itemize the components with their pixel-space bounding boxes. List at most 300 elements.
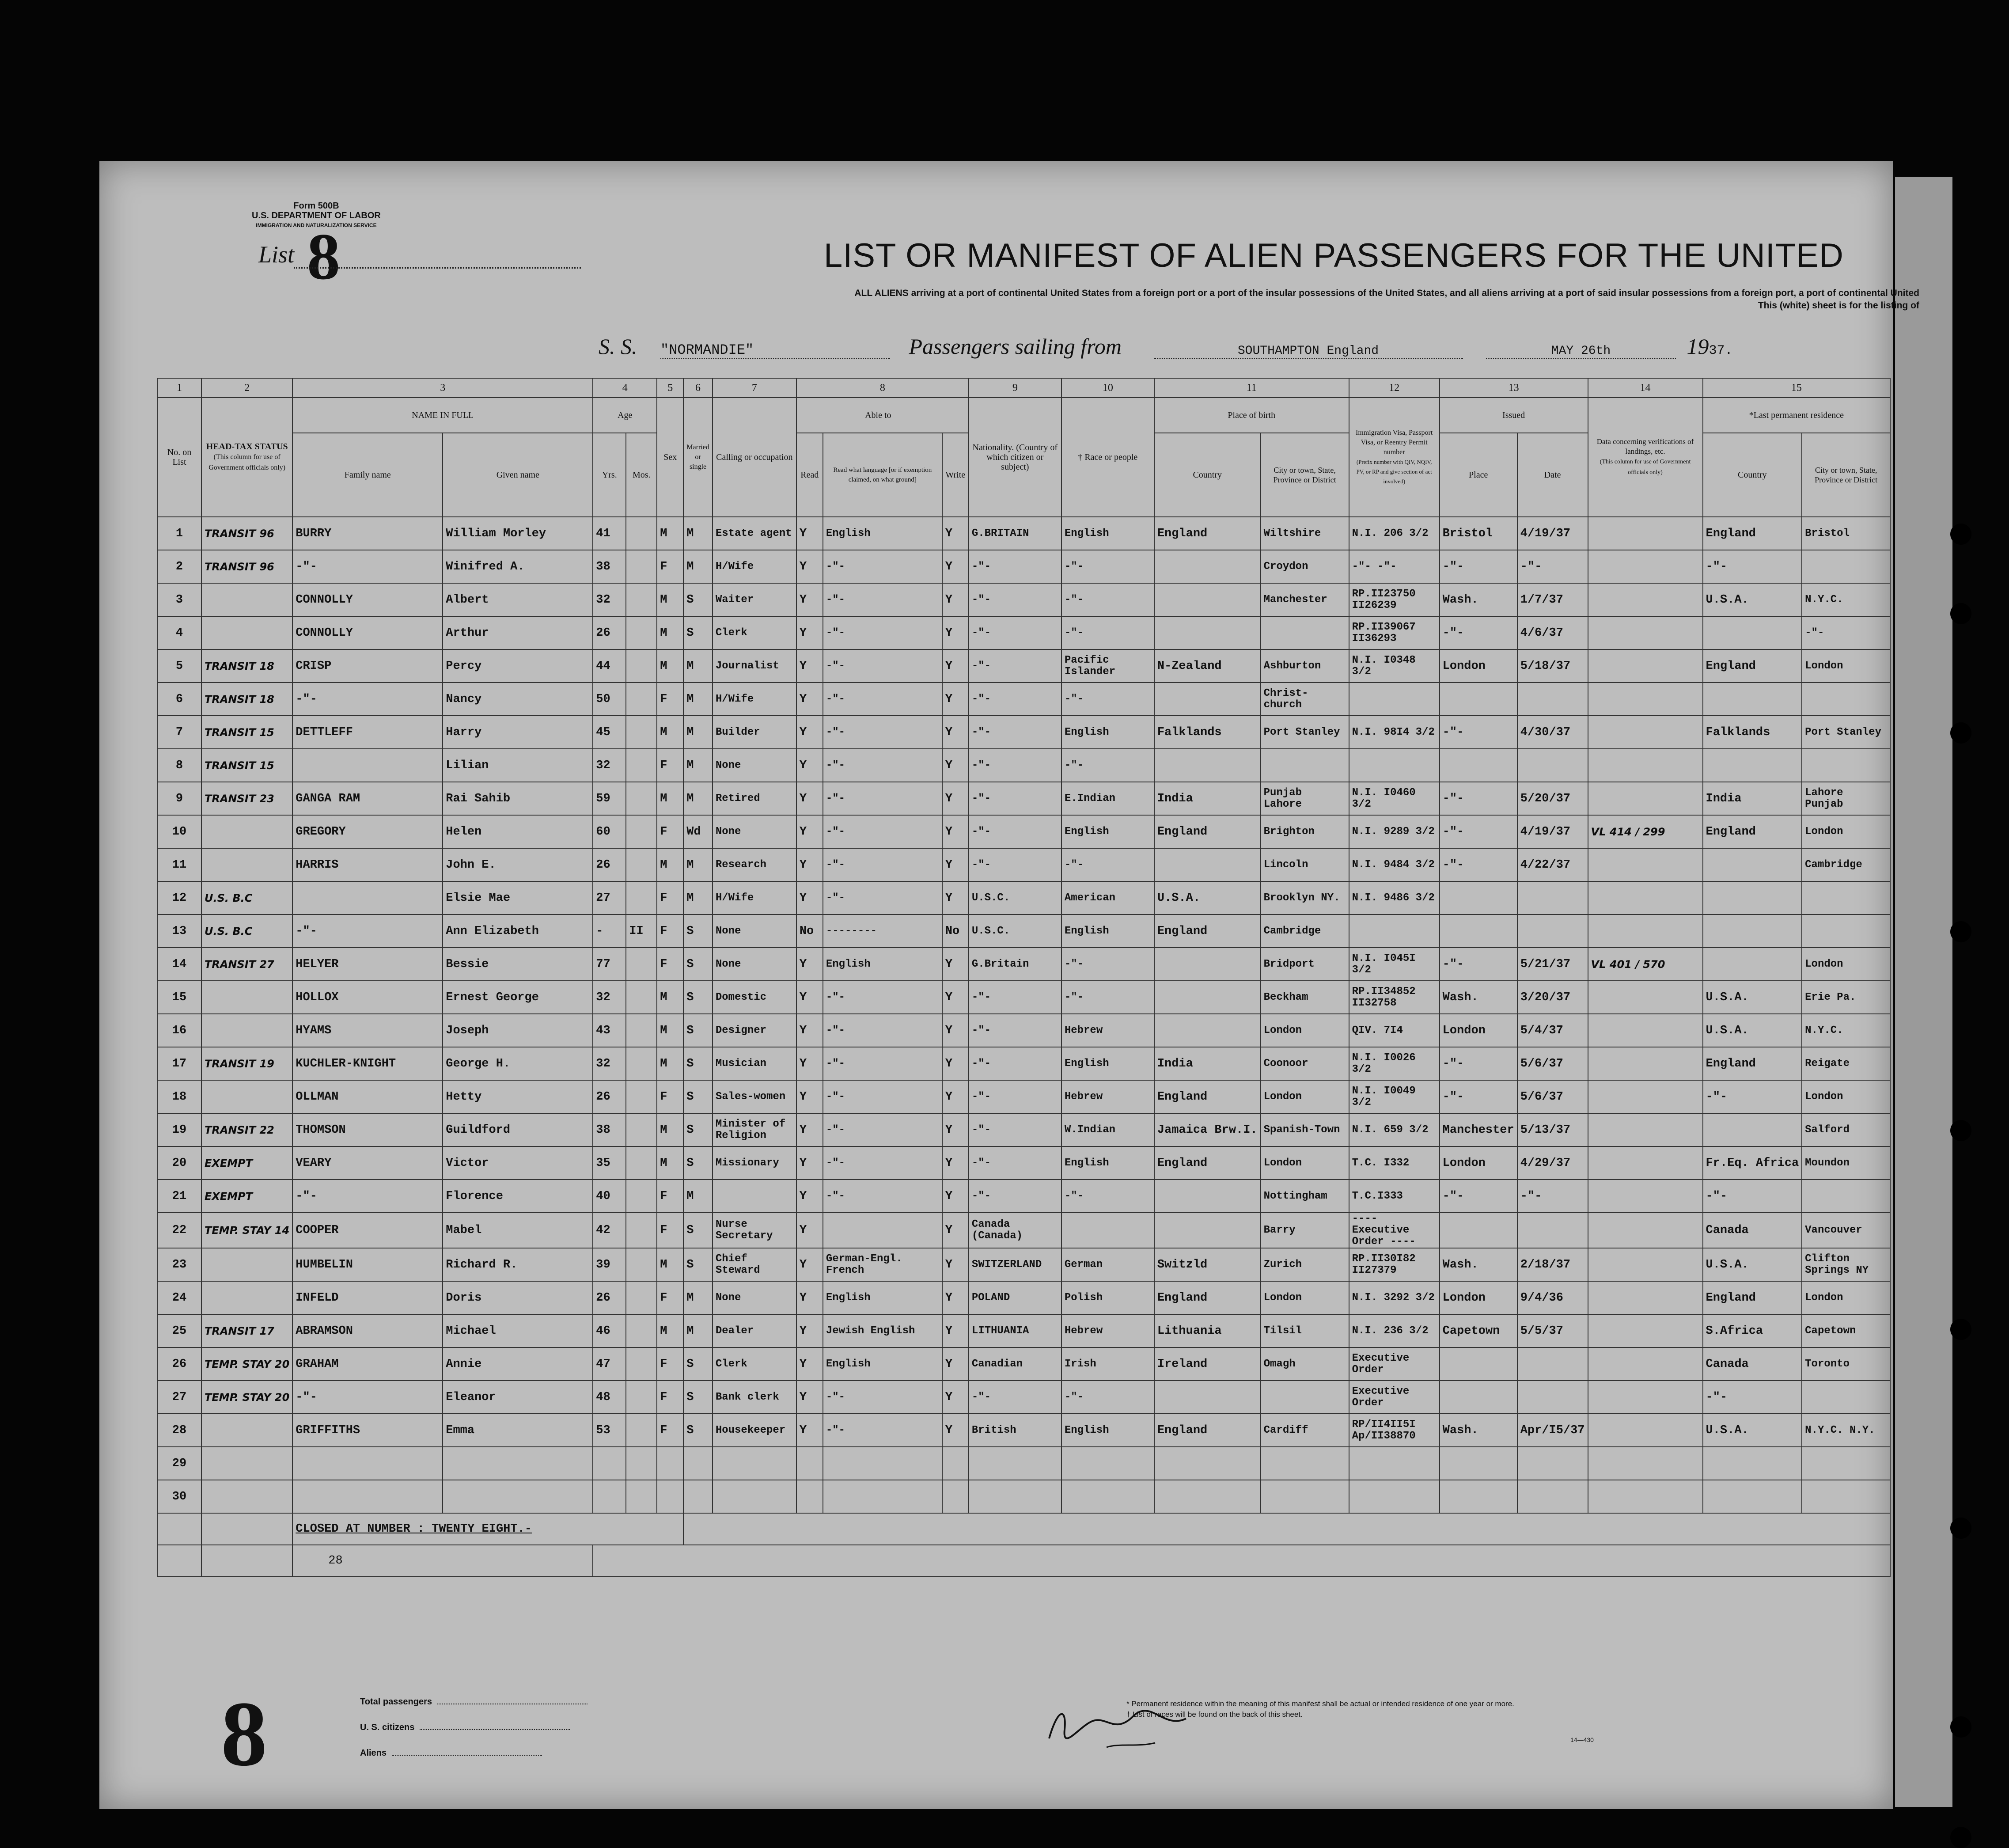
cell-race: German [1061, 1248, 1154, 1281]
cell-residence-city: N.Y.C. [1802, 1014, 1890, 1047]
cell-sex: F [657, 1080, 683, 1113]
table-row [157, 1080, 1890, 1113]
cell-landing-data [1588, 616, 1703, 649]
cell-landing-data [1588, 583, 1703, 616]
cell-visa-number [1349, 749, 1440, 782]
year-suffix: 37. [1709, 343, 1733, 358]
cell-landing-data: VL 414 / 299 [1588, 815, 1703, 848]
cell-can-write: Y [942, 1146, 969, 1180]
cell-residence-city: London [1802, 649, 1890, 683]
cell-read-language: -"- [823, 881, 942, 915]
colnum: 4 [593, 378, 657, 398]
cell-head-tax-status [201, 1248, 292, 1281]
cell-residence-city [1802, 683, 1890, 716]
cell-can-write: Y [942, 1281, 969, 1314]
cell-residence-country: England [1703, 1281, 1802, 1314]
cell-can-read: Y [796, 782, 823, 815]
cell-given-name [443, 1447, 593, 1480]
cell-head-tax-status [201, 981, 292, 1014]
cell-read-language: -------- [823, 915, 942, 948]
cell-race: Irish [1061, 1347, 1154, 1381]
closed-count-row [157, 1545, 1890, 1577]
cell-occupation: Dealer [713, 1314, 796, 1347]
cell-occupation: Clerk [713, 1347, 796, 1381]
cell-nationality: -"- [969, 782, 1061, 815]
cell-given-name: Bessie [443, 948, 593, 981]
cell-race: W.Indian [1061, 1113, 1154, 1146]
cell-landing-data [1588, 1281, 1703, 1314]
cell-family-name: CONNOLLY [292, 616, 443, 649]
cell-race: -"- [1061, 948, 1154, 981]
cell-residence-country: England [1703, 1047, 1802, 1080]
cell-birth-city [1261, 1447, 1349, 1480]
aliens-label: Aliens [360, 1748, 387, 1758]
cell-head-tax-status: TRANSIT 19 [201, 1047, 292, 1080]
cell-given-name: Rai Sahib [443, 782, 593, 815]
cell-can-write [942, 1447, 969, 1480]
cell-age-years: 32 [593, 981, 626, 1014]
cell-family-name: GRAHAM [292, 1347, 443, 1381]
closed-note: CLOSED AT NUMBER : TWENTY EIGHT.- [292, 1513, 683, 1545]
cell-occupation [713, 1180, 796, 1213]
cell-residence-city: Erie Pa. [1802, 981, 1890, 1014]
cell-birth-country: Switzld [1154, 1248, 1261, 1281]
cell-row-number: 14 [157, 948, 201, 981]
table-row [157, 881, 1890, 915]
cell-birth-city: Nottingham [1261, 1180, 1349, 1213]
cell-row-number: 5 [157, 649, 201, 683]
cell-age-months [626, 583, 657, 616]
colnum: 8 [796, 378, 969, 398]
cell-head-tax-status [201, 616, 292, 649]
cell-issued-date: 5/5/37 [1517, 1314, 1588, 1347]
cell-residence-city: Moundon [1802, 1146, 1890, 1180]
cell-nationality: -"- [969, 616, 1061, 649]
cell-sex: F [657, 1381, 683, 1414]
cell-head-tax-status [201, 1480, 292, 1513]
cell-can-write: Y [942, 981, 969, 1014]
cell-marital-status: S [683, 1080, 713, 1113]
cell-race: -"- [1061, 1180, 1154, 1213]
cell-residence-city [1802, 915, 1890, 948]
cell-sex: F [657, 1347, 683, 1381]
cell-marital-status: S [683, 1248, 713, 1281]
subtitle-line-1: ALL ALIENS arriving at a port of continental United States from a foreign port or a port of the insular possessions of the United States, and all aliens arriving at a port of said insular possessions from a foreign port, a port of continental United [854, 288, 1919, 298]
cell-given-name: Emma [443, 1414, 593, 1447]
punch-hole [1950, 921, 1971, 942]
cell-can-write: Y [942, 815, 969, 848]
cell-row-number: 10 [157, 815, 201, 848]
cell-can-read: Y [796, 848, 823, 881]
cell-can-write: Y [942, 649, 969, 683]
cell-residence-city: Capetown [1802, 1314, 1890, 1347]
cell-issued-date: 2/18/37 [1517, 1248, 1588, 1281]
cell-marital-status: S [683, 1414, 713, 1447]
colnum: 13 [1440, 378, 1588, 398]
cell-birth-country: England [1154, 1146, 1261, 1180]
cell-nationality: Canadian [969, 1347, 1061, 1381]
table-row [157, 1347, 1890, 1381]
cell-issued-place: Wash. [1440, 1248, 1517, 1281]
cell-birth-city: Brooklyn NY. [1261, 881, 1349, 915]
cell-sex: M [657, 981, 683, 1014]
cell-issued-place [1440, 1447, 1517, 1480]
cell-marital-status: S [683, 1381, 713, 1414]
header-given-name: Given name [443, 433, 593, 517]
cell-row-number: 7 [157, 716, 201, 749]
header-write: Write [942, 433, 969, 517]
cell-birth-city: Christ-church [1261, 683, 1349, 716]
cell-given-name: Elsie Mae [443, 881, 593, 915]
list-number: 8 [307, 220, 340, 293]
table-row [157, 915, 1890, 948]
cell-age-months [626, 1281, 657, 1314]
cell-age-months [626, 881, 657, 915]
cell-birth-country: England [1154, 1080, 1261, 1113]
cell-marital-status: S [683, 1047, 713, 1080]
cell-landing-data [1588, 1080, 1703, 1113]
header-issued-date: Date [1517, 433, 1588, 517]
cell-age-years: 27 [593, 881, 626, 915]
cell-can-write: Y [942, 1347, 969, 1381]
cell-read-language: -"- [823, 981, 942, 1014]
cell-birth-country: England [1154, 1414, 1261, 1447]
cell-family-name: -"- [292, 683, 443, 716]
cell-occupation [713, 1447, 796, 1480]
cell-occupation: None [713, 749, 796, 782]
cell-occupation [713, 1480, 796, 1513]
cell-visa-number: N.I. I0026 3/2 [1349, 1047, 1440, 1080]
cell-age-years: 32 [593, 749, 626, 782]
cell-visa-number: N.I. 9486 3/2 [1349, 881, 1440, 915]
cell-occupation: Bank clerk [713, 1381, 796, 1414]
cell-family-name: -"- [292, 915, 443, 948]
cell-read-language: -"- [823, 1113, 942, 1146]
cell-landing-data [1588, 915, 1703, 948]
cell-age-months [626, 649, 657, 683]
cell-row-number: 8 [157, 749, 201, 782]
cell-birth-city: Manchester [1261, 583, 1349, 616]
cell-residence-city: London [1802, 1080, 1890, 1113]
cell-given-name: Doris [443, 1281, 593, 1314]
cell-occupation: Retired [713, 782, 796, 815]
cell-birth-city: Port Stanley [1261, 716, 1349, 749]
cell-residence-city: -"- [1802, 616, 1890, 649]
header-res-country: Country [1703, 433, 1802, 517]
header-landing-title: Data concerning verifications of landings, etc. [1596, 437, 1694, 455]
cell-age-years: 38 [593, 1113, 626, 1146]
cell-residence-city: Salford [1802, 1113, 1890, 1146]
cell-landing-data [1588, 1213, 1703, 1248]
cell-given-name: Helen [443, 815, 593, 848]
cell-birth-country: Jamaica Brw.I. [1154, 1113, 1261, 1146]
cell-age-years: 40 [593, 1180, 626, 1213]
cell-issued-date [1517, 1447, 1588, 1480]
cell-issued-place: Manchester [1440, 1113, 1517, 1146]
cell-age-months [626, 1047, 657, 1080]
cell-residence-country: -"- [1703, 1381, 1802, 1414]
cell-visa-number: ---- Executive Order ---- [1349, 1213, 1440, 1248]
cell-landing-data [1588, 683, 1703, 716]
cell-marital-status: M [683, 649, 713, 683]
cell-occupation: None [713, 1281, 796, 1314]
cell-family-name: -"- [292, 1180, 443, 1213]
cell-birth-city: Lincoln [1261, 848, 1349, 881]
cell-residence-city: London [1802, 1281, 1890, 1314]
cell-family-name: HYAMS [292, 1014, 443, 1047]
cell-can-read [796, 1447, 823, 1480]
cell-marital-status: S [683, 1146, 713, 1180]
cell-row-number: 1 [157, 517, 201, 550]
cell-residence-city: Lahore Punjab [1802, 782, 1890, 815]
cell-marital-status: M [683, 881, 713, 915]
cell-nationality [969, 1447, 1061, 1480]
cell-birth-city: Bridport [1261, 948, 1349, 981]
cell-sex: F [657, 915, 683, 948]
cell-can-write: Y [942, 1180, 969, 1213]
cell-nationality: -"- [969, 550, 1061, 583]
cell-issued-date: 5/6/37 [1517, 1047, 1588, 1080]
cell-visa-number: N.I. I0049 3/2 [1349, 1080, 1440, 1113]
cell-residence-country [1703, 948, 1802, 981]
cell-marital-status: Wd [683, 815, 713, 848]
cell-age-years: 46 [593, 1314, 626, 1347]
cell-birth-country: England [1154, 1281, 1261, 1314]
cell-visa-number: N.I. I0460 3/2 [1349, 782, 1440, 815]
cell-marital-status: M [683, 749, 713, 782]
cell-row-number: 30 [157, 1480, 201, 1513]
cell-sex: F [657, 1213, 683, 1248]
cell-visa-number [1349, 683, 1440, 716]
cell-landing-data [1588, 517, 1703, 550]
punch-hole [1950, 1120, 1971, 1141]
cell-birth-city: London [1261, 1146, 1349, 1180]
cell-given-name: Harry [443, 716, 593, 749]
voyage-line [599, 334, 1733, 359]
cell-family-name [292, 1447, 443, 1480]
cell-nationality: LITHUANIA [969, 1314, 1061, 1347]
table-row [157, 782, 1890, 815]
cell-can-read: Y [796, 948, 823, 981]
total-passengers-label: Total passengers [360, 1697, 432, 1707]
colnum: 1 [157, 378, 201, 398]
cell-race: -"- [1061, 749, 1154, 782]
cell-race: -"- [1061, 616, 1154, 649]
cell-family-name: GANGA RAM [292, 782, 443, 815]
header-issued-place: Place [1440, 433, 1517, 517]
cell-row-number: 21 [157, 1180, 201, 1213]
colnum: 3 [292, 378, 593, 398]
table-row [157, 517, 1890, 550]
header-head-tax [201, 398, 292, 517]
cell-residence-country: -"- [1703, 1080, 1802, 1113]
cell-sex: F [657, 815, 683, 848]
cell-occupation: Estate agent [713, 517, 796, 550]
cell-age-years: 43 [593, 1014, 626, 1047]
header-visa [1349, 398, 1440, 517]
cell-race: American [1061, 881, 1154, 915]
cell-age-years: 26 [593, 1281, 626, 1314]
page-title: LIST OR MANIFEST OF ALIEN PASSENGERS FOR THE UNITED [824, 237, 1844, 274]
cell-issued-date [1517, 1381, 1588, 1414]
list-underline [294, 267, 581, 269]
cell-can-read: Y [796, 1381, 823, 1414]
cell-can-write: Y [942, 583, 969, 616]
cell-given-name: John E. [443, 848, 593, 881]
cell-head-tax-status: TRANSIT 15 [201, 749, 292, 782]
cell-read-language: -"- [823, 583, 942, 616]
cell-read-language: English [823, 948, 942, 981]
cell-birth-country [1154, 1180, 1261, 1213]
cell-issued-place: -"- [1440, 716, 1517, 749]
colnum: 7 [713, 378, 796, 398]
cell-issued-date: 5/21/37 [1517, 948, 1588, 981]
cell-row-number: 11 [157, 848, 201, 881]
table-row [157, 1480, 1890, 1513]
cell-race: -"- [1061, 848, 1154, 881]
cell-sex: F [657, 749, 683, 782]
manifest-page [99, 161, 1919, 1809]
cell-given-name: Lilian [443, 749, 593, 782]
cell-can-read [796, 1480, 823, 1513]
cell-head-tax-status: TRANSIT 15 [201, 716, 292, 749]
cell-birth-country [1154, 1447, 1261, 1480]
cell-age-months [626, 1447, 657, 1480]
cell-sex: F [657, 881, 683, 915]
cell-race: English [1061, 716, 1154, 749]
cell-residence-country [1703, 881, 1802, 915]
cell-family-name: BURRY [292, 517, 443, 550]
cell-head-tax-status: TRANSIT 96 [201, 550, 292, 583]
cell-visa-number: N.I. I0348 3/2 [1349, 649, 1440, 683]
cell-visa-number: N.I. I045I 3/2 [1349, 948, 1440, 981]
cell-age-years: 60 [593, 815, 626, 848]
cell-birth-country [1154, 1014, 1261, 1047]
cell-issued-place: -"- [1440, 1180, 1517, 1213]
cell-landing-data [1588, 848, 1703, 881]
cell-family-name: HELYER [292, 948, 443, 981]
cell-row-number: 26 [157, 1347, 201, 1381]
cell-occupation: Research [713, 848, 796, 881]
cell-issued-place [1440, 683, 1517, 716]
table-row [157, 1314, 1890, 1347]
cell-given-name: Eleanor [443, 1381, 593, 1414]
cell-landing-data [1588, 550, 1703, 583]
header-issued: Issued [1440, 398, 1588, 433]
cell-issued-date: Apr/I5/37 [1517, 1414, 1588, 1447]
service-name: IMMIGRATION AND NATURALIZATION SERVICE [256, 222, 377, 228]
cell-marital-status: S [683, 1213, 713, 1248]
cell-race: -"- [1061, 683, 1154, 716]
cell-age-months [626, 1347, 657, 1381]
cell-can-write: Y [942, 848, 969, 881]
cell-read-language [823, 1447, 942, 1480]
cell-age-months [626, 683, 657, 716]
cell-marital-status: M [683, 517, 713, 550]
table-row [157, 583, 1890, 616]
cell-issued-date [1517, 1347, 1588, 1381]
cell-residence-city: London [1802, 948, 1890, 981]
punch-hole [1950, 603, 1971, 624]
cell-row-number: 17 [157, 1047, 201, 1080]
cell-birth-city: Tilsil [1261, 1314, 1349, 1347]
cell-can-write: Y [942, 1113, 969, 1146]
adjacent-page-edge [1895, 177, 1952, 1807]
cell-row-number: 25 [157, 1314, 201, 1347]
cell-birth-city [1261, 749, 1349, 782]
cell-race: English [1061, 915, 1154, 948]
cell-issued-place: Bristol [1440, 517, 1517, 550]
header-visa-note: (Prefix number with QIV, NQIV, PV, or RP and give section of act involved) [1356, 459, 1432, 485]
cell-birth-country [1154, 848, 1261, 881]
cell-family-name: THOMSON [292, 1113, 443, 1146]
cell-age-years: 26 [593, 848, 626, 881]
cell-row-number: 16 [157, 1014, 201, 1047]
cell-occupation: Domestic [713, 981, 796, 1014]
cell-residence-country [1703, 1447, 1802, 1480]
cell-family-name: HUMBELIN [292, 1248, 443, 1281]
cell-landing-data [1588, 749, 1703, 782]
cell-visa-number: N.I. 206 3/2 [1349, 517, 1440, 550]
us-citizens-line [360, 1715, 588, 1740]
cell-row-number: 4 [157, 616, 201, 649]
cell-read-language: English [823, 1347, 942, 1381]
cell-residence-city: N.Y.C. [1802, 583, 1890, 616]
cell-nationality: -"- [969, 848, 1061, 881]
cell-read-language: -"- [823, 1014, 942, 1047]
cell-residence-city: Bristol [1802, 517, 1890, 550]
cell-age-months [626, 1248, 657, 1281]
cell-read-language: -"- [823, 1146, 942, 1180]
cell-given-name: Richard R. [443, 1248, 593, 1281]
cell-visa-number: T.C.I333 [1349, 1180, 1440, 1213]
table-row [157, 848, 1890, 881]
punch-hole [1950, 524, 1971, 545]
cell-head-tax-status: EXEMPT [201, 1180, 292, 1213]
cell-issued-place: -"- [1440, 550, 1517, 583]
departure-port: SOUTHAMPTON England [1154, 344, 1463, 359]
aliens-line [360, 1740, 588, 1766]
header-birth-city: City or town, State, Province or District [1261, 433, 1349, 517]
cell-residence-country: U.S.A. [1703, 583, 1802, 616]
cell-family-name: HOLLOX [292, 981, 443, 1014]
cell-visa-number: QIV. 7I4 [1349, 1014, 1440, 1047]
cell-head-tax-status [201, 1281, 292, 1314]
cell-issued-place: Wash. [1440, 981, 1517, 1014]
cell-birth-city [1261, 616, 1349, 649]
cell-marital-status: S [683, 616, 713, 649]
cell-birth-city: London [1261, 1281, 1349, 1314]
cell-occupation: None [713, 815, 796, 848]
cell-can-read: Y [796, 1213, 823, 1248]
cell-residence-city: Toronto [1802, 1347, 1890, 1381]
cell-given-name: Albert [443, 583, 593, 616]
cell-age-years [593, 1480, 626, 1513]
header-landing-note: (This column for use of Government officials only) [1600, 459, 1691, 476]
cell-issued-date [1517, 749, 1588, 782]
cell-nationality: -"- [969, 981, 1061, 1014]
cell-head-tax-status: TRANSIT 18 [201, 683, 292, 716]
cell-birth-country: Lithuania [1154, 1314, 1261, 1347]
cell-can-read: Y [796, 881, 823, 915]
cell-issued-place: Capetown [1440, 1314, 1517, 1347]
cell-landing-data [1588, 716, 1703, 749]
cell-birth-country: U.S.A. [1154, 881, 1261, 915]
cell-race: Hebrew [1061, 1014, 1154, 1047]
cell-residence-city: Clifton Springs NY [1802, 1248, 1890, 1281]
header-place-of-birth: Place of birth [1154, 398, 1349, 433]
cell-birth-country: England [1154, 915, 1261, 948]
